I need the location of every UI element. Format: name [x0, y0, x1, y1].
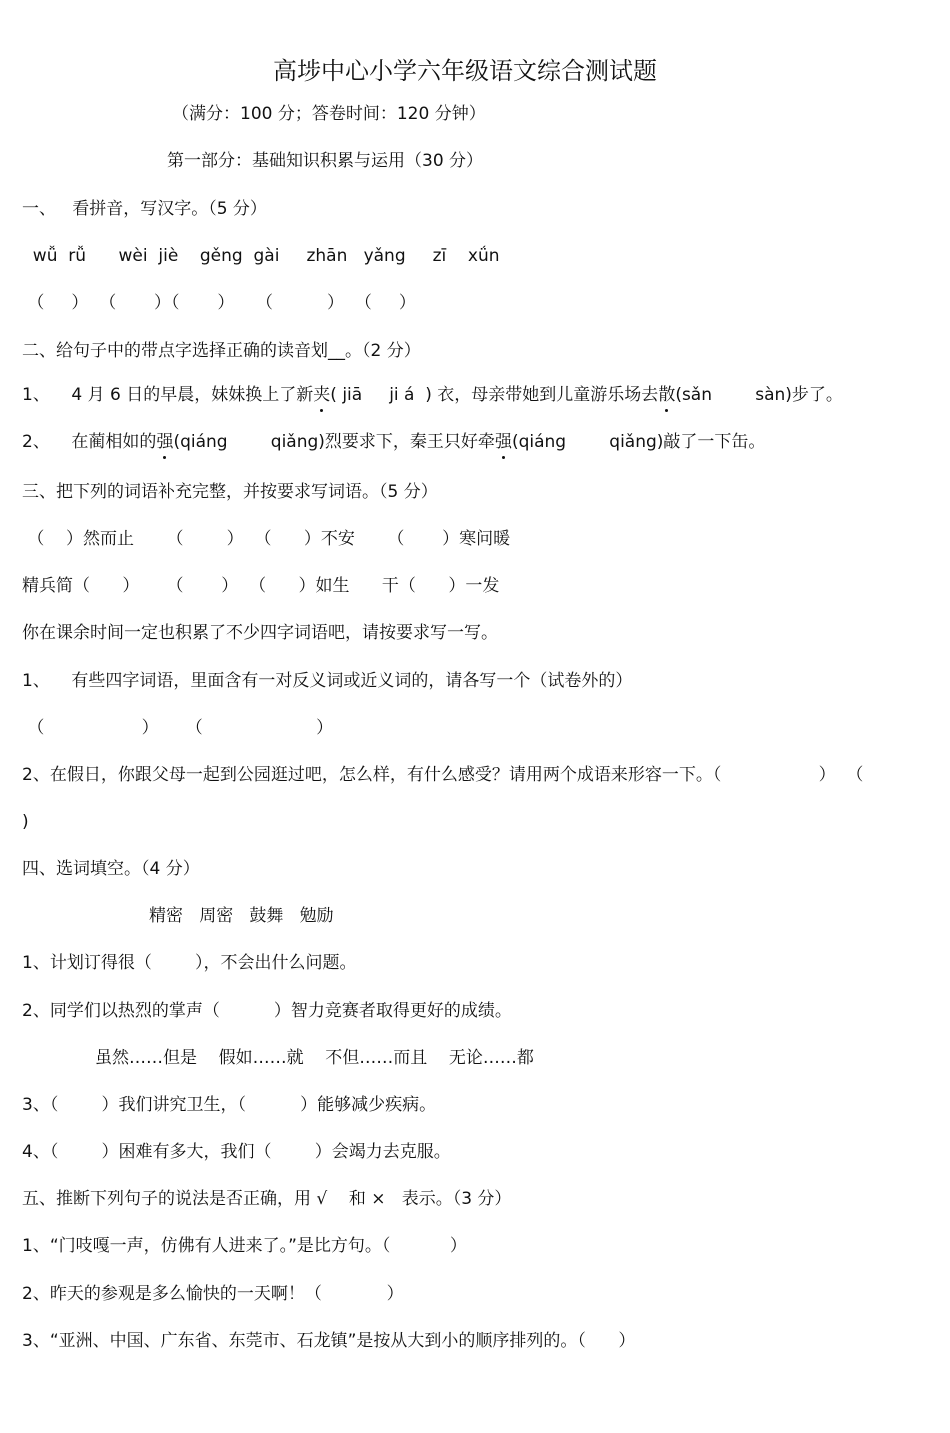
question-text: (qiáng qiǎng)敲了一下缶。	[511, 432, 766, 452]
word-choices-2: 虽然……但是 假如……就 不但……而且 无论……都	[95, 1048, 534, 1068]
question-text: (qiáng qiǎng)烈要求下，秦王只好牵	[173, 432, 495, 452]
reading-question-1	[22, 384, 843, 406]
part-one-heading: 第一部分：基础知识积累与运用（30 分）	[167, 151, 484, 171]
idiom-completion-row-1: （ ）然而止 （ ） （ ）不安 （ ）寒问暖	[22, 529, 511, 549]
section-two-heading: 二、给句子中的带点字选择正确的读音划__。（2 分）	[22, 341, 421, 361]
reading-question-2	[22, 431, 765, 453]
fill-question-3: 3、（ ）我们讲究卫生，（ ）能够减少疾病。	[22, 1095, 437, 1115]
section-five-heading: 五、推断下列句子的说法是否正确，用 √ 和 × 表示。（3 分）	[22, 1189, 512, 1209]
judge-question-1: 1、“门吱嘎一声，仿佛有人进来了。”是比方句。（ ）	[22, 1236, 467, 1256]
section-four-heading: 四、选词填空。（4 分）	[22, 859, 200, 879]
question-text: (sǎn sàn)步了。	[675, 385, 843, 405]
question-text: ( jiā ji á ) 衣，母亲带她到儿童游乐场去	[330, 385, 659, 405]
pinyin-row: wǚ rǚ wèi jiè gěng gài zhān yǎng zī xǘn	[22, 246, 500, 266]
pinyin-answer-blanks: （ ） （ ）（ ） （ ） （ ）	[22, 293, 416, 313]
dotted-character: 强	[156, 432, 174, 452]
fill-question-2: 2、同学们以热烈的掌声（ ）智力竞赛者取得更好的成绩。	[22, 1001, 512, 1021]
question-text: 1、 4 月 6 日的早晨，妹妹换上了新	[22, 385, 314, 405]
fill-question-4: 4、（ ）困难有多大，我们（ ）会竭力去克服。	[22, 1142, 451, 1162]
judge-question-3: 3、“亚洲、中国、广东省、东莞市、石龙镇”是按从大到小的顺序排列的。（ ）	[22, 1331, 636, 1351]
dotted-character: 散	[658, 385, 676, 405]
word-choices-1: 精密 周密 鼓舞 勉励	[149, 906, 334, 926]
idiom-question-1: 1、 有些四字词语，里面含有一对反义词或近义词的，请各写一个（试卷外的）	[22, 671, 633, 691]
idiom-completion-row-2: 精兵简（ ） （ ） （ ）如生 干（ ）一发	[22, 576, 500, 596]
dotted-character: 夹	[313, 385, 331, 405]
score-time-note: （满分：100 分；答卷时间：120 分钟）	[172, 104, 486, 124]
idiom-question-1-blanks: （ ） （ ）	[22, 718, 334, 738]
fill-question-1: 1、计划订得很（ ），不会出什么问题。	[22, 953, 357, 973]
page-title: 高埗中心小学六年级语文综合测试题	[273, 57, 657, 85]
question-text: 2、 在蔺相如的	[22, 432, 157, 452]
section-three-heading: 三、把下列的词语补充完整，并按要求写词语。（5 分）	[22, 482, 438, 502]
idiom-question-2-close: )	[22, 812, 29, 832]
dotted-character: 强	[494, 432, 512, 452]
idiom-question-2: 2、在假日，你跟父母一起到公园逛过吧，怎么样，有什么感受？请用两个成语来形容一下。（ ） （	[22, 765, 864, 785]
judge-question-2: 2、昨天的参观是多么愉快的一天啊！（ ）	[22, 1284, 404, 1304]
idiom-writing-prompt: 你在课余时间一定也积累了不少四字词语吧，请按要求写一写。	[22, 623, 498, 643]
section-one-heading: 一、 看拼音，写汉字。（5 分）	[22, 199, 267, 219]
